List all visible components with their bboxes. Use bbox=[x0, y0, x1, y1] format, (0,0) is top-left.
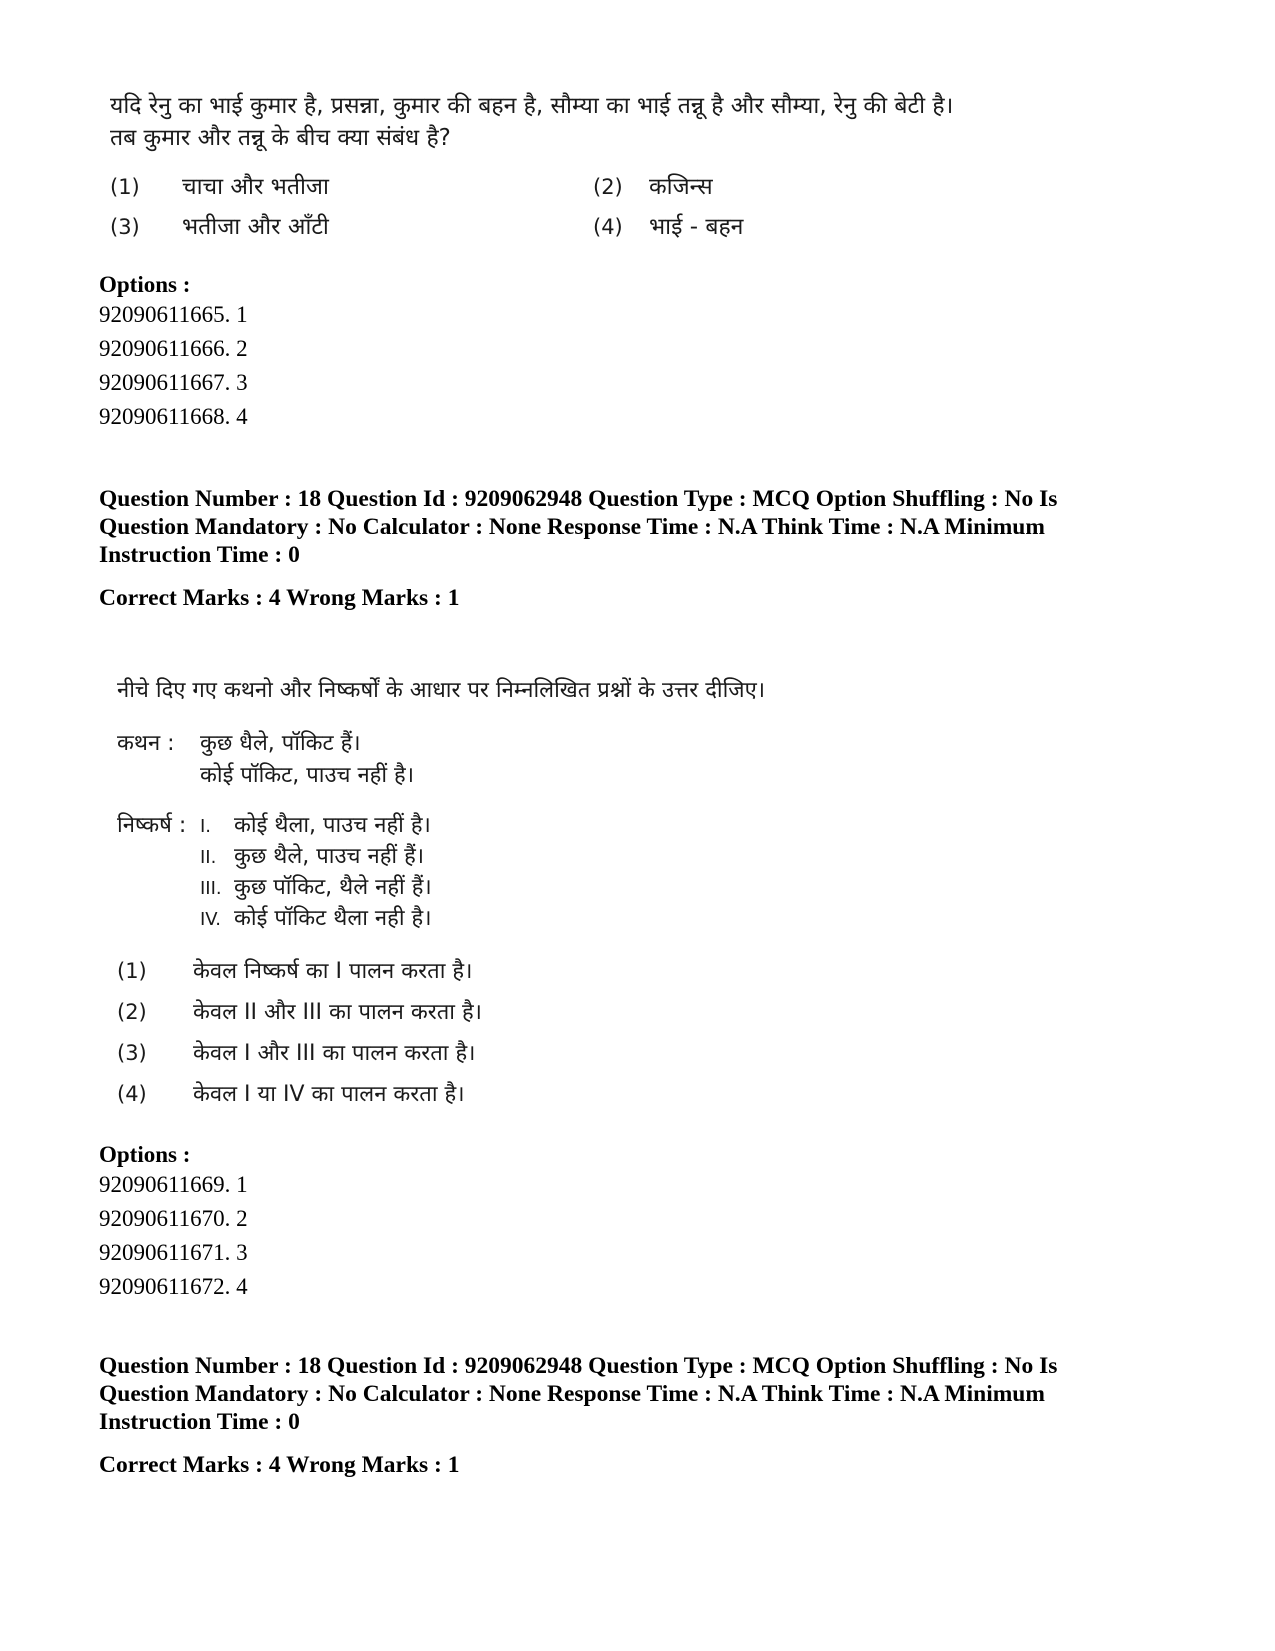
option-item: 92090611670. 2 bbox=[99, 1206, 248, 1231]
conclusion-2: II. कुछ थैले, पाउच नहीं हैं। bbox=[200, 844, 425, 869]
q2-options-block bbox=[99, 1142, 248, 1304]
option-item: 92090611668. 4 bbox=[99, 404, 248, 429]
q1-choice-3: (3) भतीजा और आँटी bbox=[110, 214, 329, 240]
question-meta-1: Question Number : 18 Question Id : 9209062948 Question Type : MCQ Option Shuffling : No Is Question Mandatory : No Calculator : None Response Time : N.A Think Time : N.A Minimum Instruction Time : 0 bbox=[99, 486, 1058, 568]
question-1-line-2: तब कुमार और तन्नू के बीच क्या संबंध है? bbox=[110, 125, 451, 151]
option-item: 92090611667. 3 bbox=[99, 370, 248, 395]
question-1-text bbox=[110, 90, 1010, 154]
q1-choice-2: (2) कजिन्स bbox=[593, 174, 713, 200]
marks-info-2: Correct Marks : 4 Wrong Marks : 1 bbox=[99, 1452, 460, 1478]
question-2-intro: नीचे दिए गए कथनो और निष्कर्षों के आधार पर निम्नलिखित प्रश्नों के उत्तर दीजिए। bbox=[117, 678, 766, 703]
q1-choice-4: (4) भाई - बहन bbox=[593, 214, 744, 240]
statement-label: कथन : bbox=[117, 731, 175, 756]
options-list bbox=[99, 1168, 248, 1304]
conclusion-1: I. कोई थैला, पाउच नहीं है। bbox=[200, 813, 431, 838]
question-1-line-1: यदि रेनु का भाई कुमार है, प्रसन्ना, कुमार की बहन है, सौम्या का भाई तन्नू है और सौम्या, रेनु की बेटी है। bbox=[110, 93, 954, 119]
conclusion-3: III. कुछ पॉकिट, थैले नहीं हैं। bbox=[200, 875, 432, 900]
option-item: 92090611671. 3 bbox=[99, 1240, 248, 1265]
conclusion-label: निष्कर्ष : bbox=[117, 813, 187, 838]
question-meta-2: Question Number : 18 Question Id : 9209062948 Question Type : MCQ Option Shuffling : No Is Question Mandatory : No Calculator : None Response Time : N.A Think Time : N.A Minimum Instruction Time : 0 bbox=[99, 1353, 1058, 1435]
marks-info-1: Correct Marks : 4 Wrong Marks : 1 bbox=[99, 585, 460, 611]
option-item: 92090611669. 1 bbox=[99, 1172, 248, 1197]
option-item: 92090611666. 2 bbox=[99, 336, 248, 361]
statement-2: कोई पॉकिट, पाउच नहीं है। bbox=[200, 763, 415, 788]
options-label: Options : bbox=[99, 272, 191, 297]
q2-choice-3: (3) केवल I और III का पालन करता है। bbox=[117, 1041, 476, 1066]
q1-choice-1: (1) चाचा और भतीजा bbox=[110, 174, 329, 200]
q2-choice-1: (1) केवल निष्कर्ष का I पालन करता है। bbox=[117, 959, 473, 984]
option-item: 92090611672. 4 bbox=[99, 1274, 248, 1299]
q2-choice-2: (2) केवल II और III का पालन करता है। bbox=[117, 1000, 483, 1025]
statement-1: कुछ धैले, पॉकिट हैं। bbox=[200, 731, 361, 756]
options-list bbox=[99, 298, 248, 434]
options-label: Options : bbox=[99, 1142, 191, 1167]
q1-options-block bbox=[99, 272, 248, 434]
q2-choice-4: (4) केवल I या IV का पालन करता है। bbox=[117, 1082, 465, 1107]
option-item: 92090611665. 1 bbox=[99, 302, 248, 327]
conclusion-4: IV. कोई पॉकिट थैला नही है। bbox=[200, 906, 432, 931]
